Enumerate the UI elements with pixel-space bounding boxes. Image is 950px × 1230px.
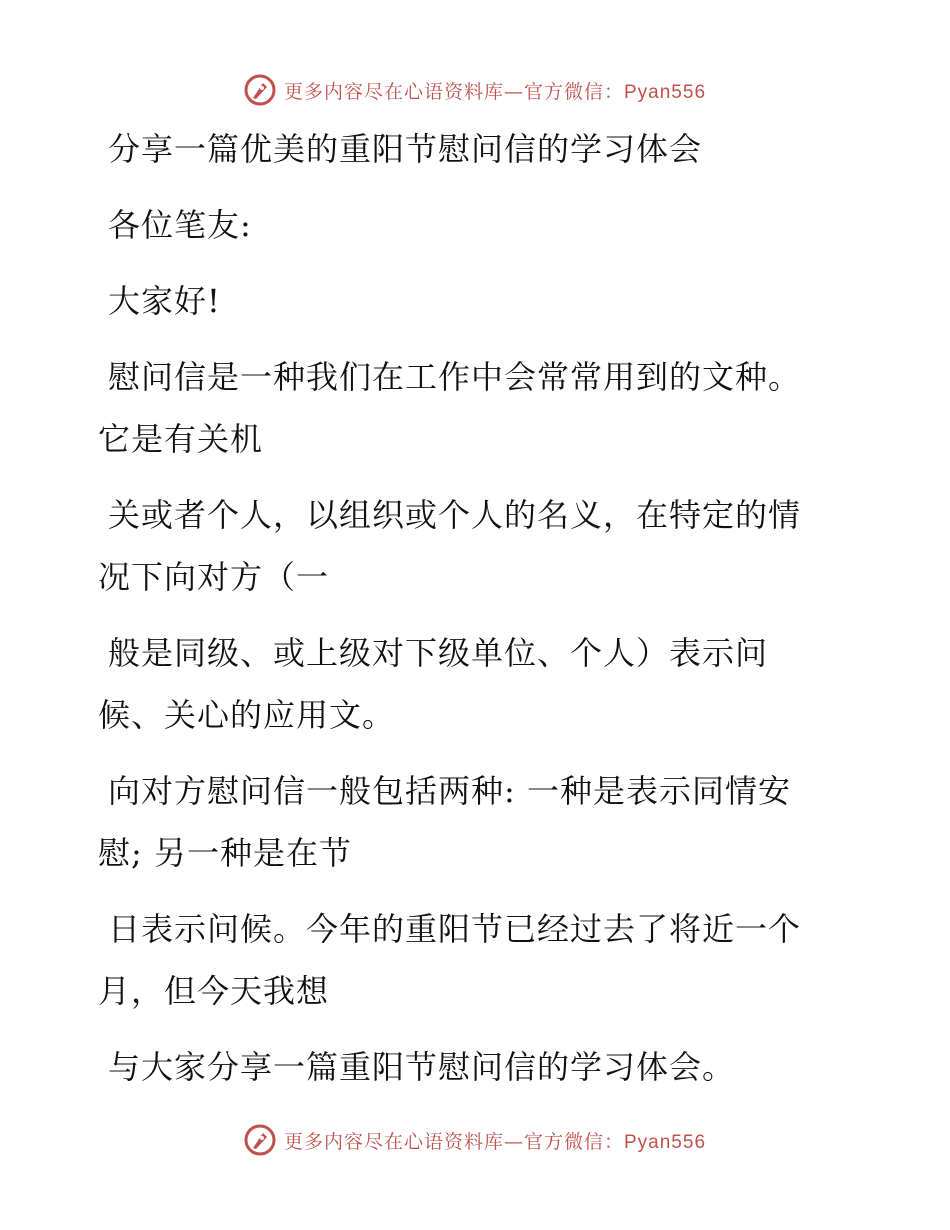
pen-nib-logo-icon — [244, 74, 276, 106]
header-banner-main: 更多内容尽在心语资料库—官方微信： — [283, 80, 624, 103]
paragraph-3-line-2: 候、关心的应用文。 — [98, 696, 396, 734]
paragraph-5-line-1: 日表示问候。今年的重阳节已经过去了将近一个 — [108, 910, 802, 948]
paragraph-4-line-2: 慰; 另一种是在节 — [98, 834, 352, 872]
paragraph-2-line-1: 关或者个人，以组织或个人的名义，在特定的情 — [108, 496, 802, 534]
pen-nib-logo-icon — [244, 1124, 276, 1156]
footer-banner — [0, 1120, 950, 1160]
salutation: 各位笔友: — [108, 206, 252, 244]
paragraph-2-line-2: 况下向对方（一 — [98, 558, 330, 596]
document-title: 分享一篇优美的重阳节慰问信的学习体会 — [108, 130, 703, 168]
header-banner-text — [284, 77, 706, 104]
header-banner-contact: Pyan556 — [624, 81, 707, 103]
paragraph-6-line-1: 与大家分享一篇重阳节慰问信的学习体会。 — [108, 1048, 736, 1086]
footer-banner-contact: Pyan556 — [624, 1131, 707, 1153]
footer-banner-main: 更多内容尽在心语资料库—官方微信： — [283, 1130, 624, 1153]
paragraph-3-line-1: 般是同级、或上级对下级单位、个人）表示问 — [108, 634, 769, 672]
paragraph-4-line-1: 向对方慰问信一般包括两种: 一种是表示同情安 — [108, 772, 791, 810]
paragraph-5-line-2: 月，但今天我想 — [98, 972, 330, 1010]
paragraph-1-line-2: 它是有关机 — [98, 420, 264, 458]
greeting: 大家好! — [108, 282, 221, 320]
document-body — [98, 118, 838, 1098]
header-banner — [0, 70, 950, 110]
footer-banner-text — [284, 1127, 706, 1154]
paragraph-1-line-1: 慰问信是一种我们在工作中会常常用到的文种。 — [108, 358, 802, 396]
